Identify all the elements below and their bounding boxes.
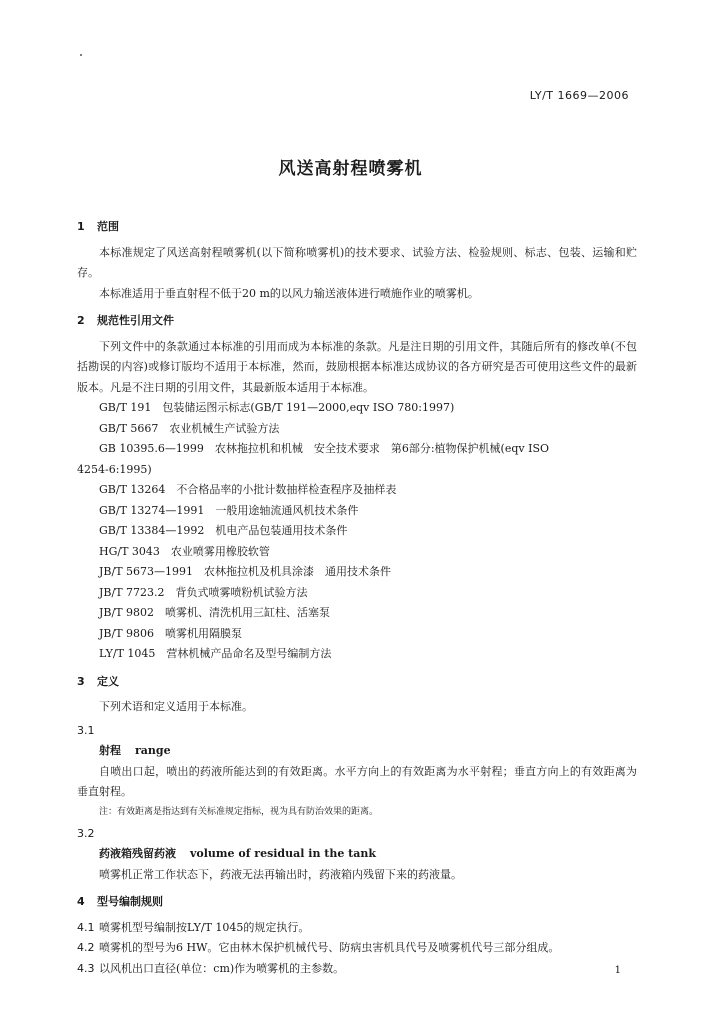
reference-item: GB/T 191 包装储运图示标志(GB/T 191—2000,eqv ISO 780:1997) (99, 401, 455, 414)
reference-item: JB/T 9802 喷雾机、清洗机用三缸柱、活塞泵 (99, 606, 331, 619)
term-heading (77, 741, 637, 762)
reference-item: LY/T 1045 营林机械产品命名及型号编制方法 (99, 647, 332, 660)
reference-item: GB/T 13274—1991 一般用途轴流通风机技术条件 (99, 503, 359, 517)
reference-item: GB/T 13264 不合格品率的小批计数抽样检查程序及抽样表 (99, 483, 397, 496)
reference-item-continuation: 4254-6:1995) (77, 462, 152, 476)
paragraph: 本标准适用于垂直射程不低于20 m的以风力输送液体进行喷施作业的喷雾机。 (99, 286, 479, 300)
document-title: 风送高射程喷雾机 (278, 159, 423, 179)
page-number: 1 (614, 965, 621, 976)
reference-item: JB/T 5673—1991 农林拖拉机及机具涂漆 通用技术条件 (99, 565, 392, 578)
clause-number: 4.2 (77, 941, 95, 954)
section-title: 型号编制规则 (97, 895, 163, 908)
section-1-heading (77, 217, 637, 238)
section-4-heading (77, 892, 637, 913)
clause-text: 喷雾机的型号为6 HW。它由林木保护机械代号、防病虫害机具代号及喷雾机代号三部分组成。 (99, 941, 560, 954)
reference-item: GB/T 5667 农业机械生产试验方法 (99, 421, 280, 435)
section-title: 规范性引用文件 (97, 314, 174, 327)
paragraph: 本标准规定了风送高射程喷雾机(以下简称喷雾机)的技术要求、试验方法、检验规则、标志、包装、运输和贮存。 (77, 245, 637, 279)
section-title: 范围 (97, 220, 119, 233)
section-3-heading (77, 672, 637, 693)
term-definition: 喷雾机正常工作状态下，药液无法再输出时，药液箱内残留下来的药液量。 (99, 867, 462, 881)
term-chinese: 药液箱残留药液 (99, 847, 176, 860)
section-number: 2 (77, 314, 85, 327)
section-number: 4 (77, 895, 85, 908)
term-note: 注：有效距离是指达到有关标准规定指标，视为具有防治效果的距离。 (99, 806, 379, 817)
reference-item: HG/T 3043 农业喷雾用橡胶软管 (99, 544, 270, 558)
reference-item: GB/T 13384—1992 机电产品包装通用技术条件 (99, 524, 348, 537)
term-number: 3.1 (77, 723, 95, 737)
reference-item: JB/T 7723.2 背负式喷雾喷粉机试验方法 (99, 585, 308, 599)
reference-item: JB/T 9806 喷雾机用隔膜泵 (99, 626, 243, 640)
term-heading (77, 844, 637, 865)
scan-speck (80, 54, 82, 56)
term-english: range (135, 744, 171, 757)
term-definition: 自喷出口起，喷出的药液所能达到的有效距离。水平方向上的有效距离为水平射程；垂直方向上的有效距离为垂直射程。 (77, 764, 637, 798)
term-english: volume of residual in the tank (190, 847, 377, 860)
section-number: 3 (77, 674, 85, 688)
term-chinese: 射程 (99, 744, 121, 757)
section-title: 定义 (97, 674, 119, 688)
reference-item: GB 10395.6—1999 农林拖拉机和机械 安全技术要求 第6部分:植物保护机械(eqv ISO (99, 442, 550, 455)
section-2-heading (77, 311, 637, 332)
clause-number: 4.3 (77, 961, 95, 975)
paragraph: 下列文件中的条款通过本标准的引用而成为本标准的条款。凡是注日期的引用文件，其随后所有的修改单(不包括勘误的内容)或修订版均不适用于本标准，然而，鼓励根据本标准达成协议的各方研究是否可使用这些文件的最新版本。凡是不注日期的引用文件，其最新版本适用于本标准。 (77, 339, 637, 394)
clause (77, 918, 637, 939)
term-number: 3.2 (77, 826, 95, 840)
standard-code: LY/T 1669—2006 (529, 89, 629, 102)
clause-text: 喷雾机型号编制按LY/T 1045的规定执行。 (99, 920, 310, 934)
clause-text: 以风机出口直径(单位：cm)作为喷雾机的主参数。 (99, 961, 345, 975)
paragraph: 下列术语和定义适用于本标准。 (99, 700, 253, 713)
section-number: 1 (77, 220, 85, 233)
clause-number: 4.1 (77, 920, 95, 934)
clause (77, 938, 637, 959)
clause (77, 959, 637, 980)
document-body (77, 210, 637, 979)
